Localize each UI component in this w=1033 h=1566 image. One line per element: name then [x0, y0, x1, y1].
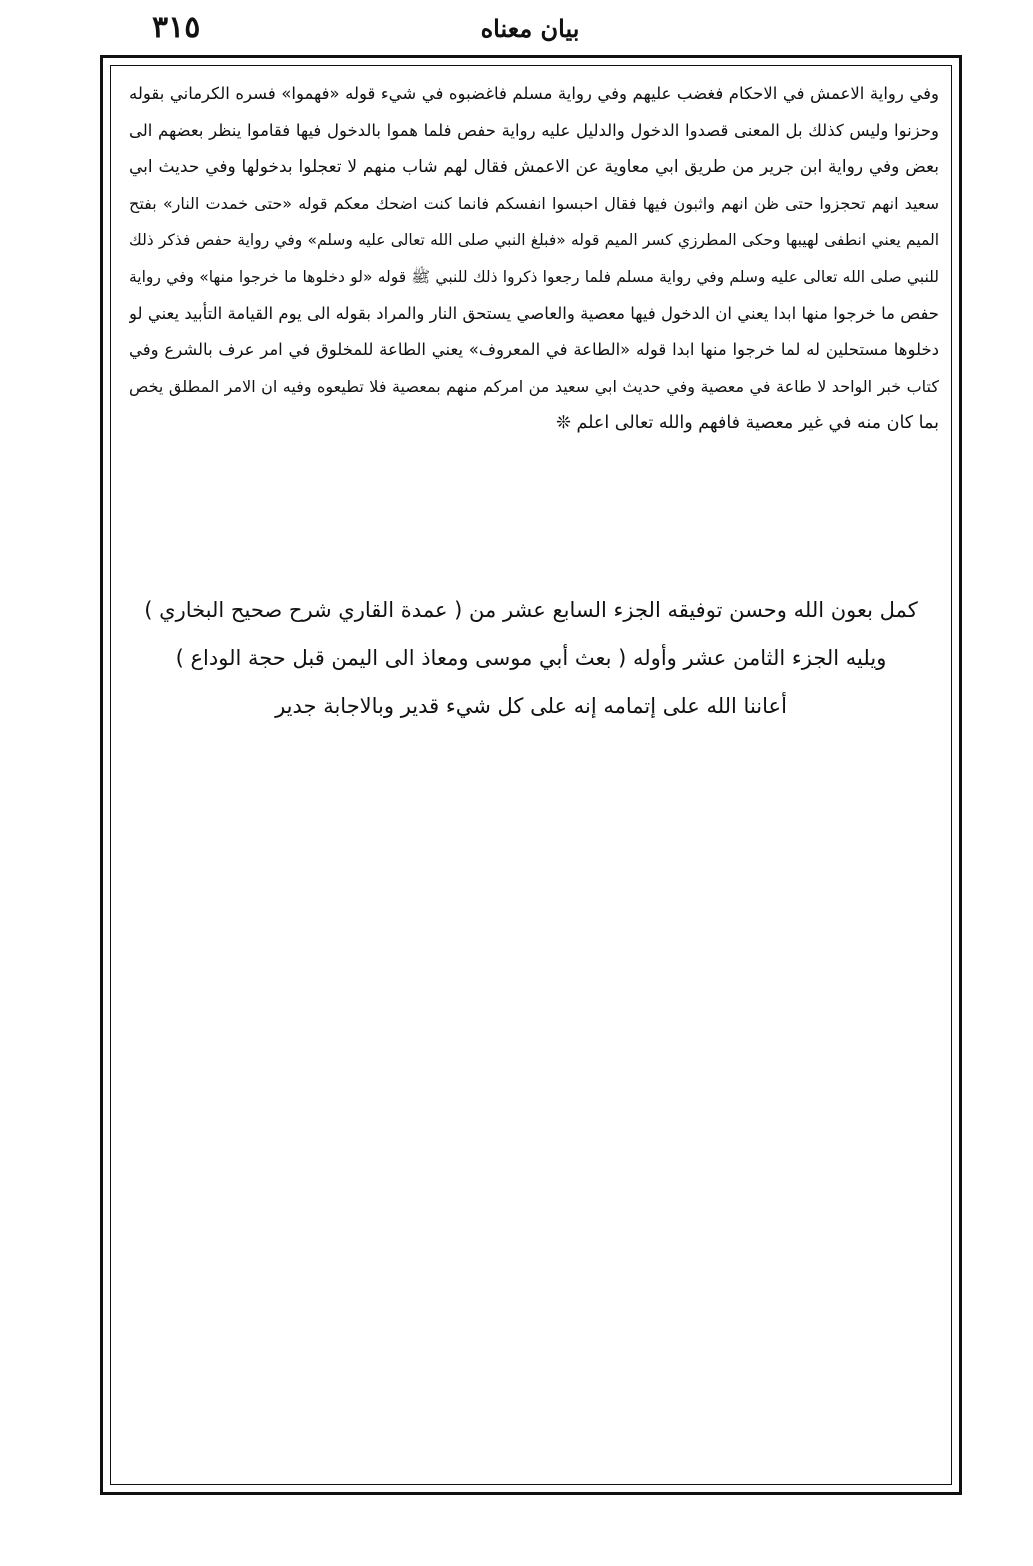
text-line: بعض وفي رواية ابن جرير من طريق ابي معاوية عن الاعمش فقال لهم شاب منهم لا تعجلوا بدخولها وفي حديث ابي [129, 157, 939, 178]
page-frame-inner [110, 65, 952, 1485]
page-header [100, 10, 960, 46]
colophon-line: كمل بعون الله وحسن توفيقه الجزء السابع عشر من ( عمدة القاري شرح صحيح البخاري ) [144, 598, 918, 622]
colophon [111, 586, 951, 730]
text-line: دخلوها مستحلين له لما خرجوا منها ابدا قوله «الطاعة في المعروف» يعني الطاعة للمخلوق في امر عرف بالشرع وفي [129, 340, 939, 360]
text-line: وفي رواية الاعمش في الاحكام فغضب عليهم وفي رواية مسلم فاغضبوه في شيء قوله «فهموا» فسره الكرماني بقوله [129, 84, 939, 103]
page-number: ٣١٥ [152, 10, 201, 45]
text-line: كتاب خبر الواحد لا طاعة في معصية وفي حديث ابي سعيد من امركم منهم بمعصية فلا تطيعوه وفيه ان الامر المطلق يخص [129, 376, 939, 396]
text-line: وحزنوا وليس كذلك بل المعنى قصدوا الدخول والدليل عليه رواية حفص فلما هموا بالدخول فيها فقاموا ينظر بعضهم الى [129, 120, 939, 140]
text-line: الميم يعني انطفى لهيبها وحكى المطرزي كسر الميم قوله «فبلغ النبي صلى الله تعالى عليه وسلم» وفي رواية حفص فذكر ذلك [129, 231, 939, 250]
page-frame [100, 55, 962, 1495]
text-line: سعيد انهم تحجزوا حتى ظن انهم واثبون فيها فقال احبسوا انفسكم فانما كنت اضحك معكم قوله «حتى خمدت النار» بفتح [129, 193, 939, 213]
text-line: حفص ما خرجوا منها ابدا يعني ان الدخول فيها معصية والعاصي يستحق النار والمراد بقوله الى يوم القيامة التأبيد يعني لو [129, 303, 939, 323]
running-title: بيان معناه [480, 14, 580, 43]
text-line: للنبي صلى الله تعالى عليه وسلم وفي رواية مسلم فلما رجعوا ذكروا ذلك للنبي ﷺ قوله «لو دخلوها ما خرجوا منها» وفي رواية [129, 267, 939, 286]
commentary-text [129, 76, 939, 442]
colophon-line: أعاننا الله على إتمامه إنه على كل شيء قدير وبالاجابة جدير [275, 694, 787, 718]
text-line-last: بما كان منه في غير معصية فافهم والله تعالى اعلم ❊ [556, 413, 939, 434]
colophon-line: ويليه الجزء الثامن عشر وأوله ( بعث أبي موسى ومعاذ الى اليمن قبل حجة الوداع ) [175, 646, 887, 670]
